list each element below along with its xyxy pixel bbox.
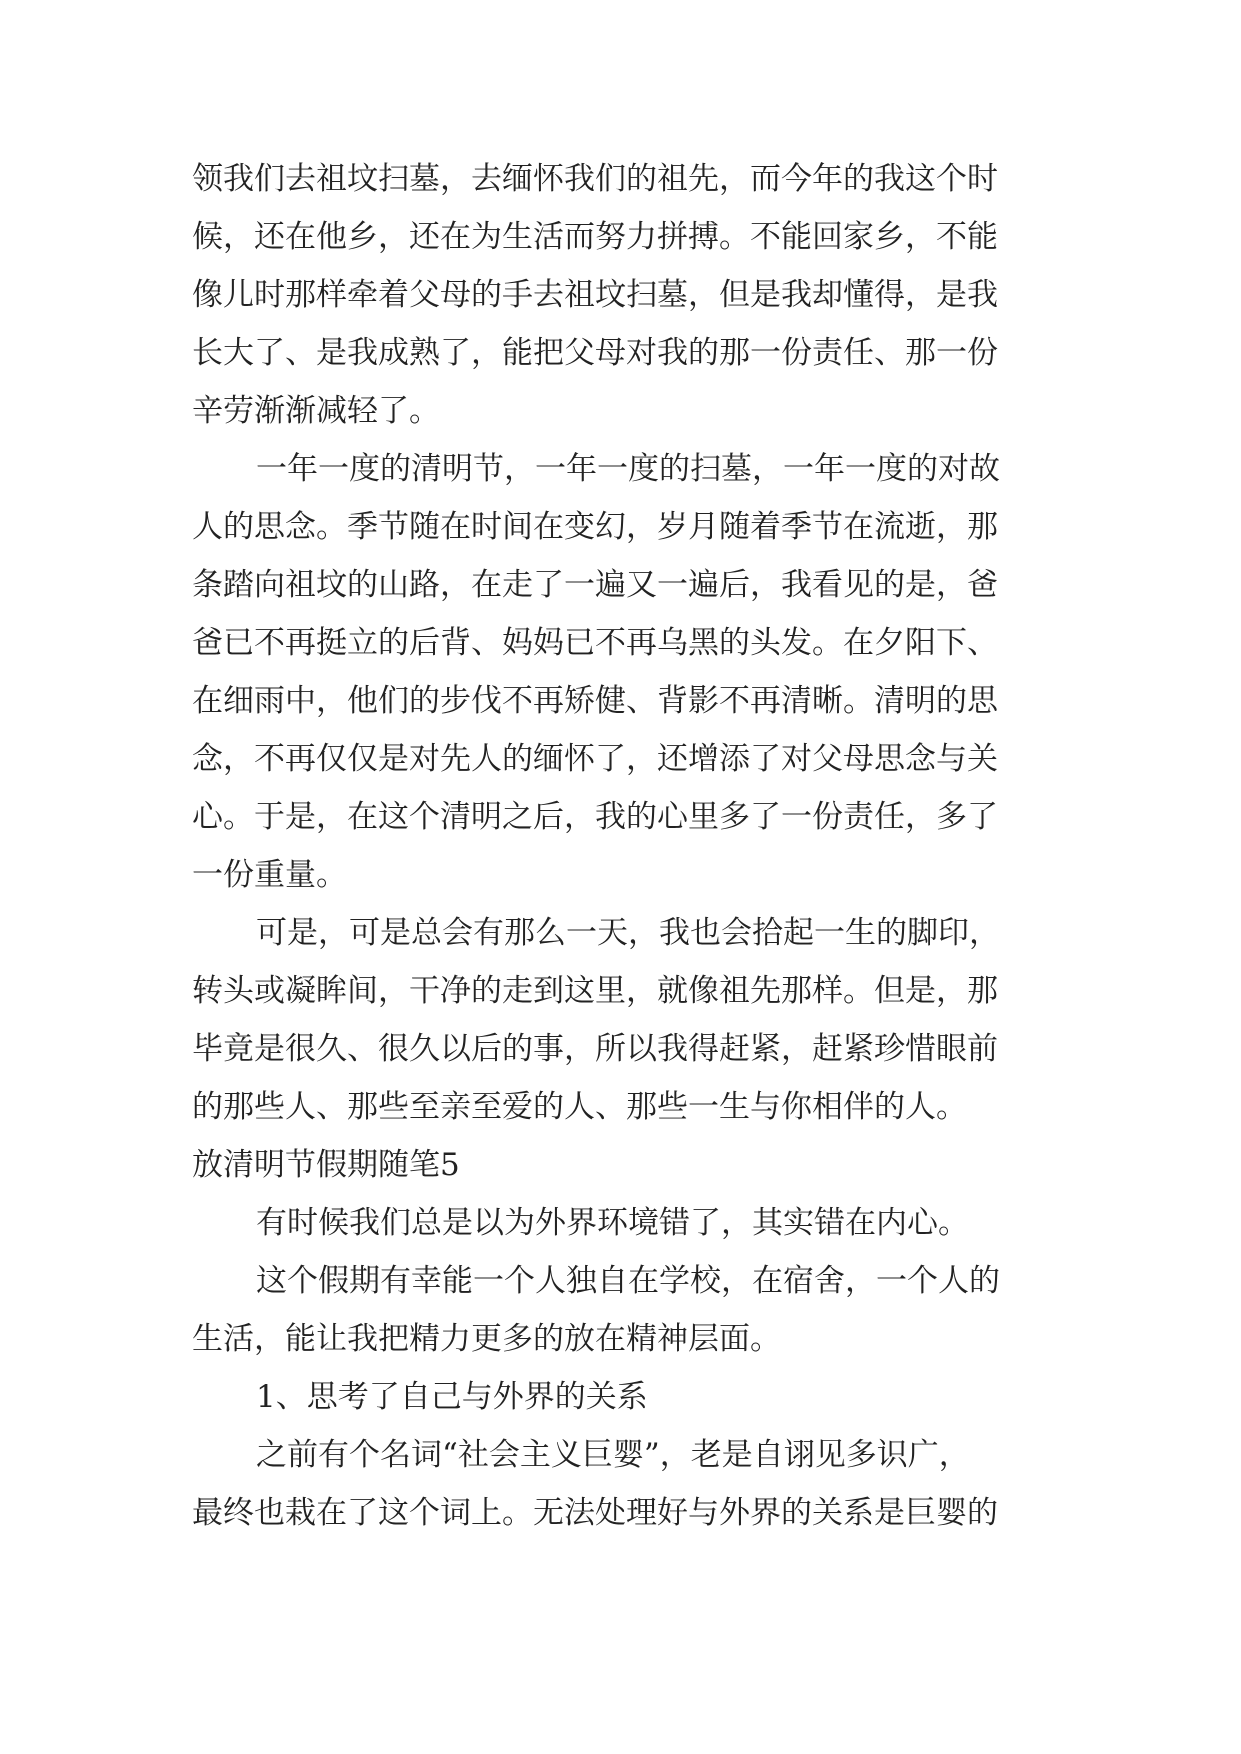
text-line: 像儿时那样牵着父母的手去祖坟扫墓，但是我却懂得，是我	[192, 277, 998, 313]
text-line: 的那些人、那些至亲至爱的人、那些一生与你相伴的人。	[192, 1089, 967, 1125]
text-line: 一年一度的清明节，一年一度的扫墓，一年一度的对故	[256, 451, 1000, 487]
text-line: 这个假期有幸能一个人独自在学校，在宿舍，一个人的	[256, 1263, 1000, 1299]
text-line: 心。于是，在这个清明之后，我的心里多了一份责任，多了	[192, 799, 998, 835]
text-line: 候，还在他乡，还在为生活而努力拼搏。不能回家乡，不能	[192, 219, 998, 255]
text-line: 领我们去祖坟扫墓，去缅怀我们的祖先，而今年的我这个时	[192, 161, 998, 197]
text-line: 转头或凝眸间，干净的走到这里，就像祖先那样。但是，那	[192, 973, 998, 1009]
text-line: 在细雨中，他们的步伐不再矫健、背影不再清晰。清明的思	[192, 683, 998, 719]
text-line: 爸已不再挺立的后背、妈妈已不再乌黑的头发。在夕阳下、	[192, 625, 998, 661]
section-heading: 放清明节假期随笔5	[192, 1147, 460, 1183]
document-page	[192, 150, 1052, 1542]
text-line: 毕竟是很久、很久以后的事，所以我得赶紧，赶紧珍惜眼前	[192, 1031, 998, 1067]
text-line: 可是，可是总会有那么一天，我也会拾起一生的脚印，	[256, 915, 1000, 951]
text-line: 生活，能让我把精力更多的放在精神层面。	[192, 1321, 781, 1357]
text-line: 长大了、是我成熟了，能把父母对我的那一份责任、那一份	[192, 335, 998, 371]
text-line: 人的思念。季节随在时间在变幻，岁月随着季节在流逝，那	[192, 509, 998, 545]
text-line: 最终也栽在了这个词上。无法处理好与外界的关系是巨婴的	[192, 1495, 998, 1531]
text-line: 之前有个名词“社会主义巨婴”，老是自诩见多识广，	[256, 1437, 970, 1473]
text-line: 1、思考了自己与外界的关系	[256, 1379, 648, 1415]
text-line: 辛劳渐渐减轻了。	[192, 393, 440, 429]
text-line: 有时候我们总是以为外界环境错了，其实错在内心。	[256, 1205, 969, 1241]
text-line: 条踏向祖坟的山路，在走了一遍又一遍后，我看见的是，爸	[192, 567, 998, 603]
text-line: 念，不再仅仅是对先人的缅怀了，还增添了对父母思念与关	[192, 741, 998, 777]
text-line: 一份重量。	[192, 857, 347, 893]
